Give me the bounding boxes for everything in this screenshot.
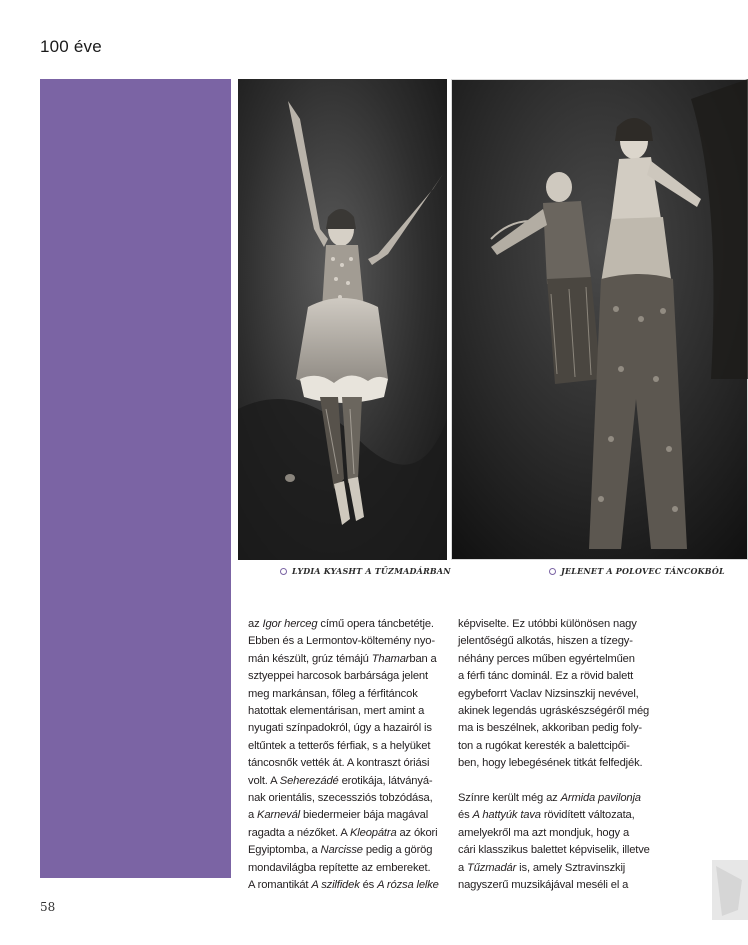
caption-bullet-icon bbox=[549, 568, 556, 575]
caption-right-text: JELENET A POLOVEC TÁNCOKBÓL bbox=[561, 566, 725, 576]
text-run: ban a bbox=[409, 652, 437, 665]
text-line bbox=[248, 807, 450, 824]
text-line bbox=[458, 807, 658, 824]
text-line bbox=[248, 790, 450, 807]
photo-lydia-kyasht bbox=[238, 79, 447, 560]
article-paragraph bbox=[458, 616, 658, 773]
text-run: és bbox=[359, 879, 378, 892]
text-line bbox=[248, 842, 450, 859]
text-run: jelentőségű alkotás, hiszen a tízegy- bbox=[458, 635, 633, 648]
text-line bbox=[248, 738, 450, 755]
text-line bbox=[458, 616, 658, 633]
text-run: amelyekről ma azt mondjuk, hogy a bbox=[458, 826, 630, 839]
italic-title: A rózsa lelke bbox=[377, 879, 439, 892]
photo-polovtsian-scene bbox=[451, 79, 748, 560]
text-run: néhány perces műben egyértelműen bbox=[458, 652, 635, 665]
text-line bbox=[248, 877, 450, 894]
text-line bbox=[458, 703, 658, 720]
text-line bbox=[458, 825, 658, 842]
text-run: nyugati színpadokról, úgy a hazairól is bbox=[248, 722, 432, 735]
dance-scene-photo-icon bbox=[451, 79, 748, 560]
page-number: 58 bbox=[40, 900, 56, 914]
text-run: ben, hogy lebegésének titkát felfedjék. bbox=[458, 757, 643, 770]
text-run: Ebben és a Lermontov-költemény nyo- bbox=[248, 635, 435, 648]
text-line bbox=[248, 686, 450, 703]
text-line bbox=[248, 720, 450, 737]
text-line bbox=[248, 860, 450, 877]
text-run: biedermeier bája magával bbox=[300, 809, 429, 822]
text-run: táncosnők vették át. A kontraszt óriási bbox=[248, 757, 430, 770]
text-run: sztyeppei harcosok barbársága jelent bbox=[248, 670, 428, 683]
caption-right bbox=[549, 563, 725, 579]
text-run: A romantikát bbox=[248, 879, 312, 892]
text-line bbox=[458, 738, 658, 755]
italic-title: Igor herceg bbox=[262, 618, 318, 630]
article-column-right bbox=[458, 616, 658, 894]
text-run: nagyszerű muzsikájával meséli el a bbox=[458, 879, 629, 892]
decorative-purple-panel bbox=[40, 79, 231, 878]
dancer-photo-icon bbox=[238, 79, 447, 560]
text-line bbox=[458, 842, 658, 859]
text-line bbox=[248, 825, 450, 842]
text-line bbox=[458, 668, 658, 685]
text-run: ragadta a nézőket. A bbox=[248, 826, 350, 839]
text-run: is, amely Sztravinszkij bbox=[516, 861, 626, 874]
text-run: mán készült, grúz témájú bbox=[248, 652, 372, 665]
text-run: a bbox=[248, 809, 258, 822]
italic-title: Kleopátra bbox=[349, 826, 397, 839]
italic-title: Seherezádé bbox=[279, 774, 339, 787]
text-run: rövidített változata, bbox=[540, 809, 635, 822]
text-run: és bbox=[458, 809, 473, 822]
text-run: Egyiptomba, a bbox=[248, 844, 321, 857]
section-title: 100 éve bbox=[40, 37, 102, 56]
caption-left bbox=[280, 563, 451, 579]
text-run: az bbox=[248, 618, 263, 630]
text-line bbox=[458, 633, 658, 650]
italic-title: Tűzmadár bbox=[467, 861, 517, 874]
text-line bbox=[248, 651, 450, 668]
adjacent-page-photo-fragment bbox=[712, 860, 748, 920]
text-line bbox=[458, 860, 658, 877]
text-line bbox=[248, 703, 450, 720]
text-run: című opera táncbetétje. bbox=[317, 618, 434, 630]
caption-left-text: LYDIA KYASHT A TŰZMADÁRBAN bbox=[292, 566, 451, 576]
article-paragraph bbox=[458, 790, 658, 894]
text-line bbox=[458, 720, 658, 737]
text-run: a férfi tánc dominál. Ez a rövid balett bbox=[458, 670, 634, 683]
text-run: Színre került még az bbox=[458, 792, 561, 805]
text-run: eltűntek a tetterős férfiak, s a helyüket bbox=[248, 739, 431, 752]
italic-title: Armida pavilonja bbox=[560, 792, 641, 805]
text-line bbox=[248, 755, 450, 772]
text-line bbox=[248, 773, 450, 790]
text-line bbox=[248, 633, 450, 650]
text-run: pedig a görög bbox=[362, 844, 433, 857]
text-run: ton a rugókat keresték a balettcipői- bbox=[458, 739, 630, 752]
text-line bbox=[458, 877, 658, 894]
text-run: mondavilágba repítette az embereket. bbox=[248, 861, 431, 874]
text-run: nak orientális, szecessziós tobzódása, bbox=[248, 792, 433, 805]
text-line bbox=[458, 686, 658, 703]
text-run: erotikája, látványá- bbox=[338, 774, 433, 787]
italic-title: Karnevál bbox=[257, 809, 300, 822]
article-paragraph bbox=[248, 616, 450, 895]
text-run: a bbox=[458, 861, 468, 874]
italic-title: Thamar bbox=[371, 652, 410, 665]
text-run: ma is beszélnek, akkoriban pedig foly- bbox=[458, 722, 642, 735]
text-run: az ókori bbox=[396, 826, 438, 839]
text-run: akinek legendás ugráskészségéről még bbox=[458, 705, 650, 718]
text-line bbox=[248, 616, 450, 633]
text-run: cári klasszikus balettet képviselik, illetve bbox=[458, 844, 650, 857]
text-run: volt. A bbox=[248, 774, 280, 787]
text-line bbox=[458, 790, 658, 807]
text-run: képviselte. Ez utóbbi különösen nagy bbox=[458, 618, 637, 630]
article-column-left bbox=[248, 616, 450, 895]
text-run: hatottak elementárisan, mert amint a bbox=[248, 705, 425, 718]
caption-bullet-icon bbox=[280, 568, 287, 575]
text-run: meg markánsan, főleg a férfitáncok bbox=[248, 687, 418, 700]
text-line bbox=[458, 755, 658, 772]
text-line bbox=[458, 651, 658, 668]
italic-title: A hattyúk tava bbox=[472, 809, 541, 822]
text-line bbox=[248, 668, 450, 685]
italic-title: A szilfidek bbox=[311, 879, 360, 892]
italic-title: Narcisse bbox=[320, 844, 363, 857]
text-run: egybeforrt Vaclav Nizsinszkij nevével, bbox=[458, 687, 639, 700]
